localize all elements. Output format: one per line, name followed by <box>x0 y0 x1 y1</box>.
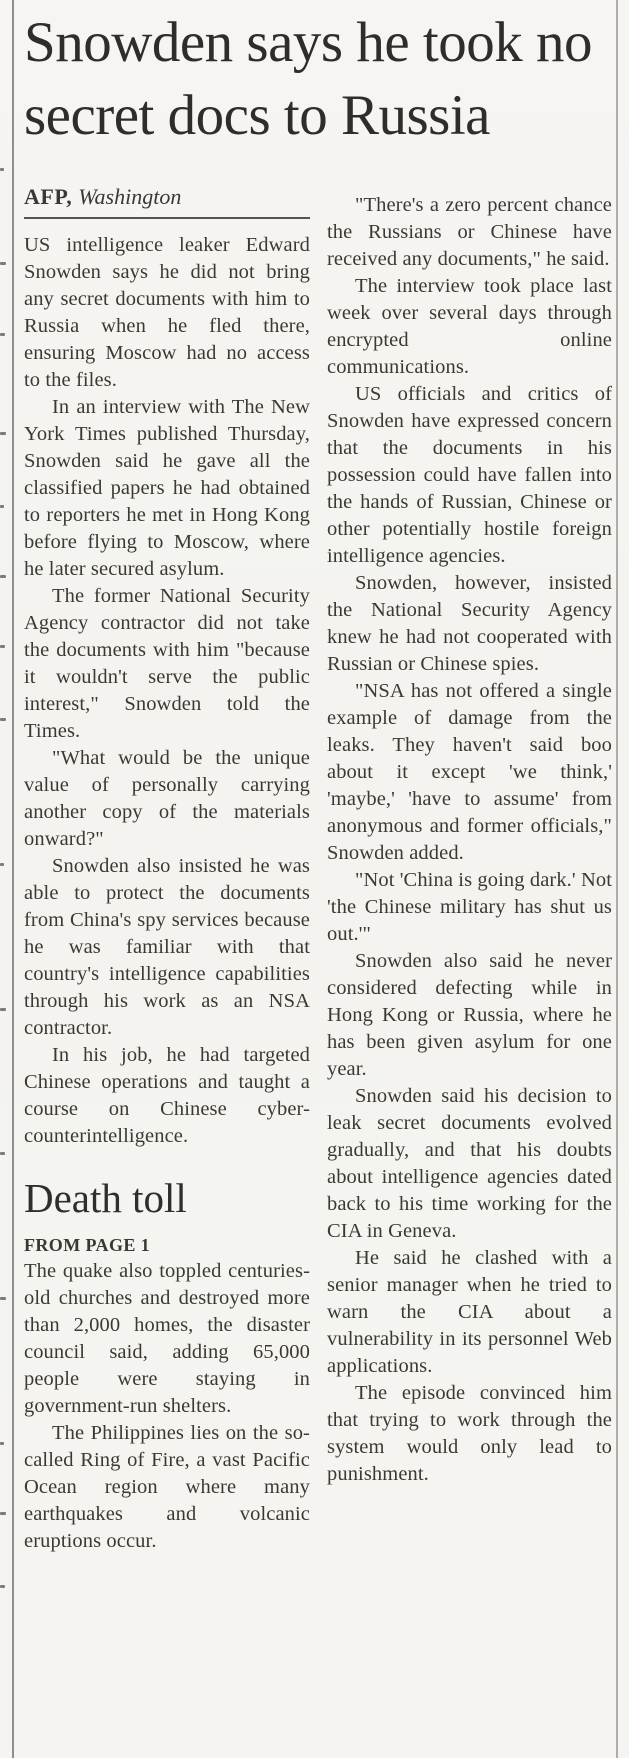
subarticle-heading: Death toll <box>24 1175 187 1221</box>
paragraph: Snowden, however, insisted the National Security Agency knew he had not cooperated with Russian or Chinese spies. <box>327 572 612 675</box>
byline <box>24 184 310 210</box>
paragraph: Snowden said his decision to leak secret documents evolved gradually, and that his doubts about intelligence agencies dated back to his time working for the CIA in Geneva. <box>327 1085 612 1242</box>
left-column <box>24 152 310 1555</box>
paragraph: "Not 'China is going dark.' Not 'the Chinese military has shut us out.'" <box>327 869 612 945</box>
article-columns <box>24 152 612 1555</box>
paragraph: In an interview with The New York Times published Thursday, Snowden said he gave all the classified papers he had obtained to reporters he met in Hong Kong before flying to Moscow, where he later secured asylum. <box>24 396 310 580</box>
paragraph: "NSA has not offered a single example of damage from the leaks. They haven't said boo about it except 'we think,' 'maybe,' 'have to assume' from anonymous and former officials," Snowden added. <box>327 680 612 864</box>
left-column-paragraphs <box>24 232 310 1150</box>
paragraph: The former National Security Agency contractor did not take the documents with him "because it wouldn't serve the public interest," Snowden told the Times. <box>24 585 310 742</box>
subarticle-paragraphs <box>24 1258 310 1555</box>
paragraph: In his job, he had targeted Chinese operations and taught a course on Chinese cyber-counterintelligence. <box>24 1044 310 1147</box>
right-column-rule <box>616 0 618 1758</box>
paragraph: The Philippines lies on the so-called Ring of Fire, a vast Pacific Ocean region where many earthquakes and volcanic eruptions occur. <box>24 1422 310 1552</box>
byline-rule <box>24 217 310 219</box>
paragraph: US officials and critics of Snowden have expressed concern that the documents in his possession could have fallen into the hands of Russian, Chinese or other potentially hostile foreign intelligence agencies. <box>327 383 612 567</box>
paragraph: "What would be the unique value of personally carrying another copy of the materials onward?" <box>24 747 310 850</box>
article <box>24 0 612 1555</box>
paragraph: Snowden also insisted he was able to protect the documents from China's spy services because he was familiar with that country's intelligence capabilities through his work as an NSA contractor. <box>24 855 310 1039</box>
paragraph: The episode convinced him that trying to work through the system would only lead to punishment. <box>327 1382 612 1485</box>
paragraph: The quake also toppled centuries-old churches and destroyed more than 2,000 homes, the disaster council said, adding 65,000 people were staying in government-run shelters. <box>24 1260 310 1417</box>
paragraph: US intelligence leaker Edward Snowden says he did not bring any secret documents with him to Russia when he fled there, ensuring Moscow had no access to the files. <box>24 234 310 391</box>
paragraph: "There's a zero percent chance the Russians or Chinese have received any documents," he said. <box>327 194 612 270</box>
byline-location: Washington <box>78 184 182 209</box>
right-column-paragraphs <box>327 192 612 1488</box>
paragraph: Snowden also said he never considered defecting while in Hong Kong or Russia, where he has been given asylum for one year. <box>327 950 612 1080</box>
subarticle-kicker: FROM PAGE 1 <box>24 1235 151 1255</box>
right-column <box>327 152 612 1555</box>
paragraph: The interview took place last week over several days through encrypted online communications. <box>327 275 612 378</box>
headline: Snowden says he took no secret docs to Russia <box>24 11 592 147</box>
left-column-rule <box>12 0 14 1758</box>
paragraph: He said he clashed with a senior manager when he tried to warn the CIA about a vulnerability in its personnel Web applications. <box>327 1247 612 1377</box>
byline-agency: AFP, <box>24 184 73 209</box>
